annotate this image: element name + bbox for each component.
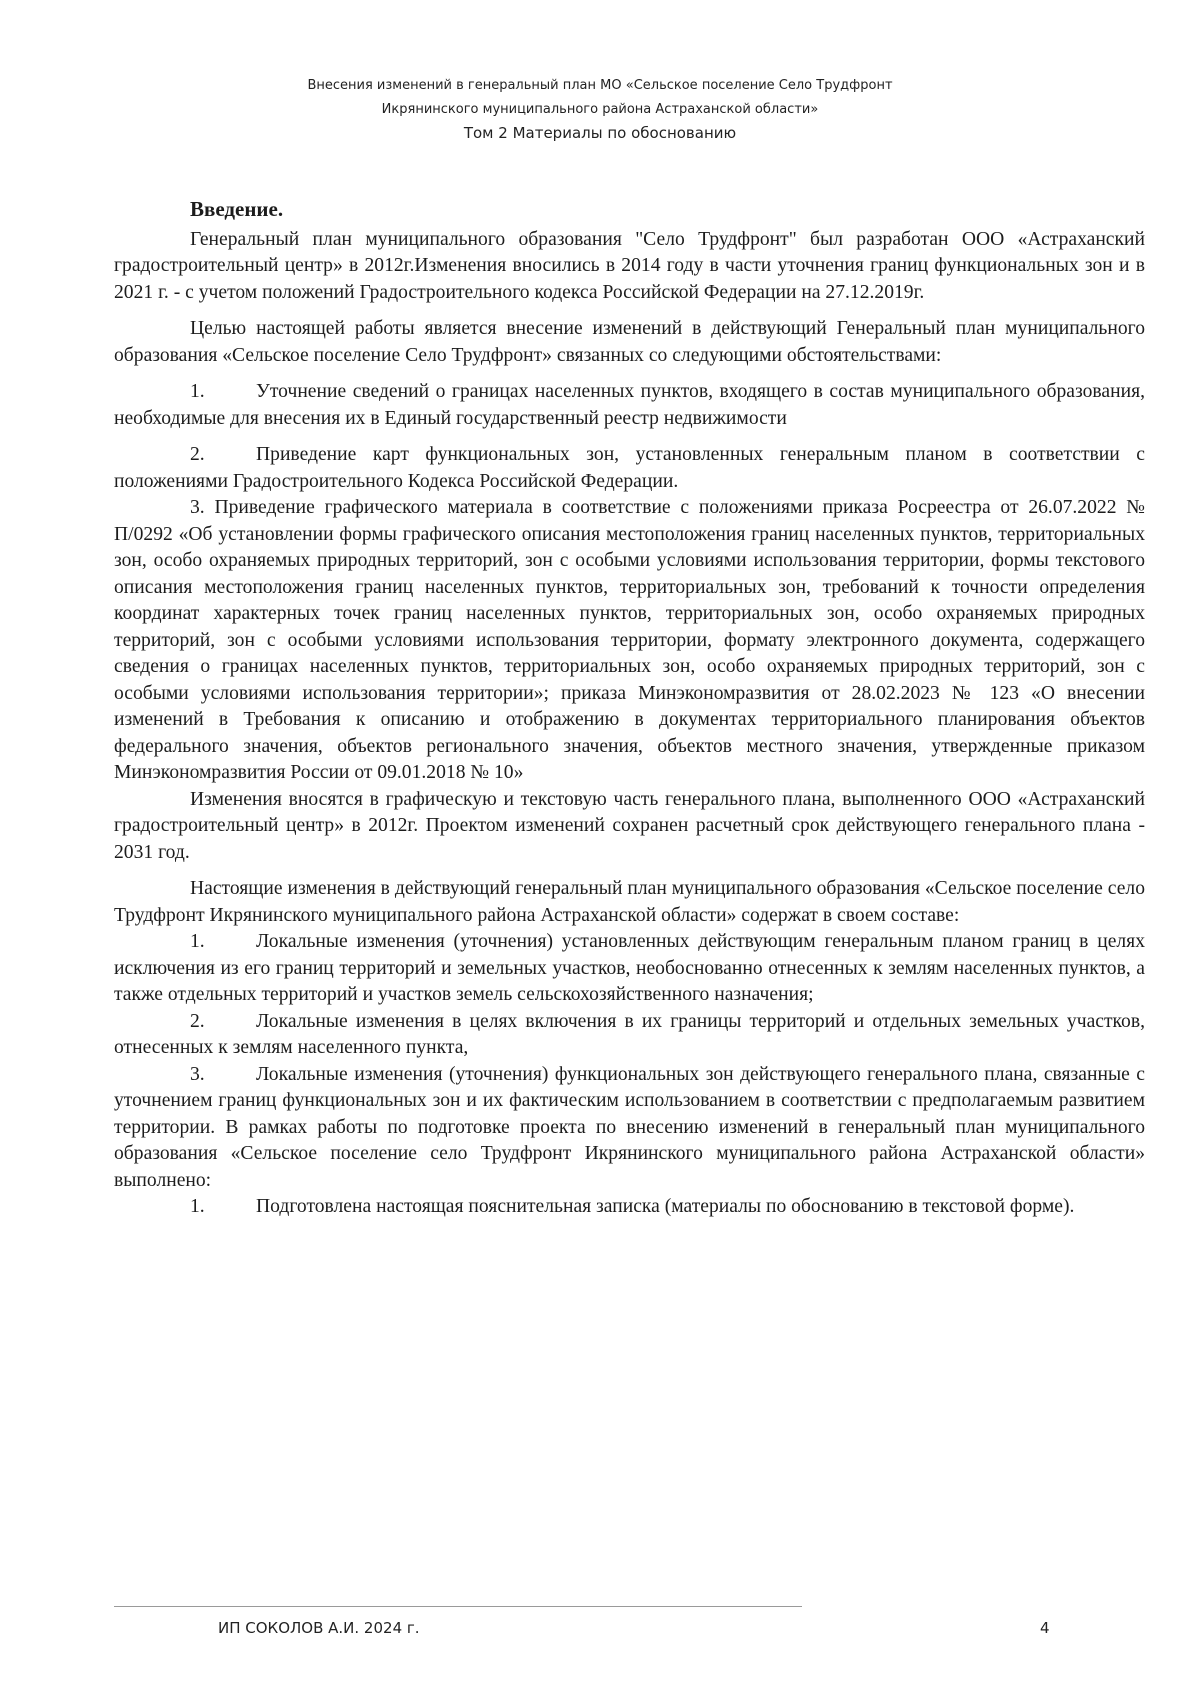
list-item [114,1194,1145,1221]
list-number: 1. [190,381,205,402]
list-number: 1. [190,1196,205,1217]
document-body [114,196,1145,1221]
list-item [114,442,1145,495]
running-header [0,74,1200,144]
paragraph: Настоящие изменения в действующий генеральный план муниципального образования «Сельское поселение село Трудфронт Икрянинского муниципального района Астраханской области» содержат в своем составе: [114,878,1145,926]
footer-divider [114,1606,802,1607]
list-number: 2. [190,1010,205,1032]
section-heading: Введение. [190,197,284,221]
paragraph: Генеральный план муниципального образования "Село Трудфронт" был разработан ООО «Астраханский градостроительный центр» в 2012г.Изменения вносились в 2014 году в части уточнения границ функциональных зон и в 2021 г. - с учетом положений Градостроительного кодекса Российской Федерации на 27.12.2019г. [114,228,1145,303]
list-number: 2. [190,444,205,465]
list-item-text: Уточнение сведений о границах населенных пунктов, входящего в состав муниципального образования, необходимые для внесения их в Единый государственный реестр недвижимости [114,381,1145,429]
list-item-text: Подготовлена настоящая пояснительная записка (материалы по обоснованию в текстовой форме). [256,1196,1075,1217]
list-item-text: Локальные изменения в целях включения в их границы территорий и отдельных земельных участков, отнесенных к землям населенного пункта, [114,1010,1145,1058]
paragraph: 3. Приведение графического материала в соответствие с положениями приказа Росреестра от 26.07.2022 № П/0292 «Об установлении формы графического описания местоположения границ населенных пунктов, территориальных зон, особо охраняемых природных территорий, зон с особыми условиями использования территории, формы текстового описания местоположения границ населенных пунктов, территориальных зон, требований к точности определения координат характерных точек границ населенных пунктов, территориальных зон, особо охраняемых природных территорий, зон с особыми условиями использования территории, формату электронного документа, содержащего сведения о границах населенных пунктов, территориальных зон, особо охраняемых природных территорий, зон с особыми условиями использования территории»; приказа Минэкономразвития от 28.02.2023 № 123 «О внесении изменений в Требования к описанию и отображению в документах территориального планирования объектов федерального значения, объектов регионального значения, объектов местного значения, утвержденные приказом Минэкономразвития России от 09.01.2018 № 10» [114,497,1145,783]
list-item [114,1009,1145,1062]
paragraph: Целью настоящей работы является внесение изменений в действующий Генеральный план муниципального образования «Сельское поселение Село Трудфронт» связанных со следующими обстоятельствами: [114,318,1145,366]
paragraph: Изменения вносятся в графическую и текстовую часть генерального плана, выполненного ООО «Астраханский градостроительный центр» в 2012г. Проектом изменений сохранен расчетный срок действующего генерального плана - 2031 год. [114,788,1145,863]
list-item [114,1062,1145,1195]
list-item [114,929,1145,1009]
list-item-text: Приведение карт функциональных зон, установленных генеральным планом в соответствии с положениями Градостроительного Кодекса Российской Федерации. [114,444,1145,492]
header-volume: Том 2 Материалы по обоснованию [463,124,737,142]
list-item-text: Локальные изменения (уточнения) функциональных зон действующего генерального плана, связанные с уточнением границ функциональных зон и их фактическим использованием в соответствии с предполагаемым развитием территории. В рамках работы по подготовке проекта по внесению изменений в генеральный план муниципального образования «Сельское поселение село Трудфронт Икрянинского муниципального района Астраханской области» выполнено: [114,1063,1145,1191]
header-line-2: Икрянинского муниципального района Астраханской области» [381,102,819,117]
page-number: 4 [1040,1619,1050,1637]
header-line-1: Внесения изменений в генеральный план МО «Сельское поселение Село Трудфронт [307,78,893,93]
list-item-text: Локальные изменения (уточнения) установленных действующим генеральным планом границ в целях исключения из его границ территорий и земельных участков, необоснованно отнесенных к землям населенных пунктов, а также отдельных территорий и участков земель сельскохозяйственного назначения; [114,931,1145,1005]
footer-author: ИП СОКОЛОВ А.И. 2024 г. [218,1619,420,1637]
list-number: 1. [190,931,205,952]
list-item [114,379,1145,432]
list-number: 3. [190,1063,205,1085]
